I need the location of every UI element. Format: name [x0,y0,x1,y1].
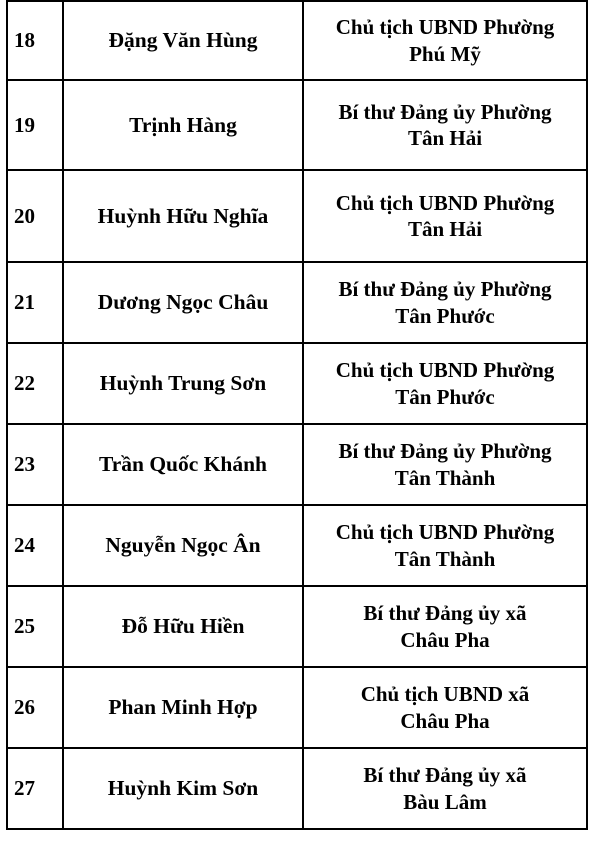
row-role-line1: Chủ tịch UBND xã [360,682,530,707]
row-number: 18 [7,1,63,80]
row-role [303,424,587,505]
row-role-line1: Chủ tịch UBND Phường [335,15,555,40]
row-role [303,170,587,262]
roster-table [6,0,588,830]
row-number: 27 [7,748,63,829]
row-name: Trần Quốc Khánh [63,424,303,505]
roster-table-body [7,1,587,829]
row-name: Huỳnh Kim Sơn [63,748,303,829]
row-name: Phan Minh Hợp [63,667,303,748]
row-number: 22 [7,343,63,424]
row-name: Đặng Văn Hùng [63,1,303,80]
table-row [7,424,587,505]
row-number: 25 [7,586,63,667]
row-number: 23 [7,424,63,505]
row-role-line2: Bàu Lâm [403,789,487,814]
row-number: 19 [7,80,63,170]
row-role-line1: Chủ tịch UBND Phường [335,520,555,545]
row-role [303,262,587,343]
row-role-line1: Chủ tịch UBND Phường [335,190,555,215]
row-role-line2: Châu Pha [400,708,490,733]
row-role [303,343,587,424]
row-role-line1: Bí thư Đảng ủy xã [363,601,527,626]
row-name: Huỳnh Trung Sơn [63,343,303,424]
row-role [303,505,587,586]
table-row [7,262,587,343]
row-role-line2: Tân Thành [394,546,496,571]
row-role [303,667,587,748]
row-role-line1: Bí thư Đảng ủy Phường [338,439,552,464]
row-name: Trịnh Hàng [63,80,303,170]
row-number: 24 [7,505,63,586]
table-row [7,667,587,748]
row-role-line2: Tân Hải [407,217,483,241]
row-number: 26 [7,667,63,748]
table-row [7,170,587,262]
row-role [303,748,587,829]
row-role-line2: Phú Mỹ [409,41,481,66]
row-role-line2: Tân Phước [395,303,495,328]
row-name: Nguyễn Ngọc Ân [63,505,303,586]
row-name: Dương Ngọc Châu [63,262,303,343]
table-row [7,748,587,829]
row-name: Huỳnh Hữu Nghĩa [63,170,303,262]
row-role [303,1,587,80]
row-number: 20 [7,170,63,262]
row-role-line1: Bí thư Đảng ủy Phường [338,99,552,124]
row-role-line2: Tân Phước [395,384,495,409]
table-row [7,1,587,80]
table-row [7,586,587,667]
row-role-line2: Tân Thành [394,465,496,490]
row-role [303,586,587,667]
table-row [7,80,587,170]
row-role-line2: Tân Hải [407,126,483,150]
row-name: Đỗ Hữu Hiền [63,586,303,667]
row-role [303,80,587,170]
row-role-line1: Chủ tịch UBND Phường [335,358,555,383]
row-role-line1: Bí thư Đảng ủy xã [363,763,527,788]
table-row [7,505,587,586]
row-role-line1: Bí thư Đảng ủy Phường [338,277,552,302]
table-row [7,343,587,424]
row-role-line2: Châu Pha [400,627,490,652]
row-number: 21 [7,262,63,343]
